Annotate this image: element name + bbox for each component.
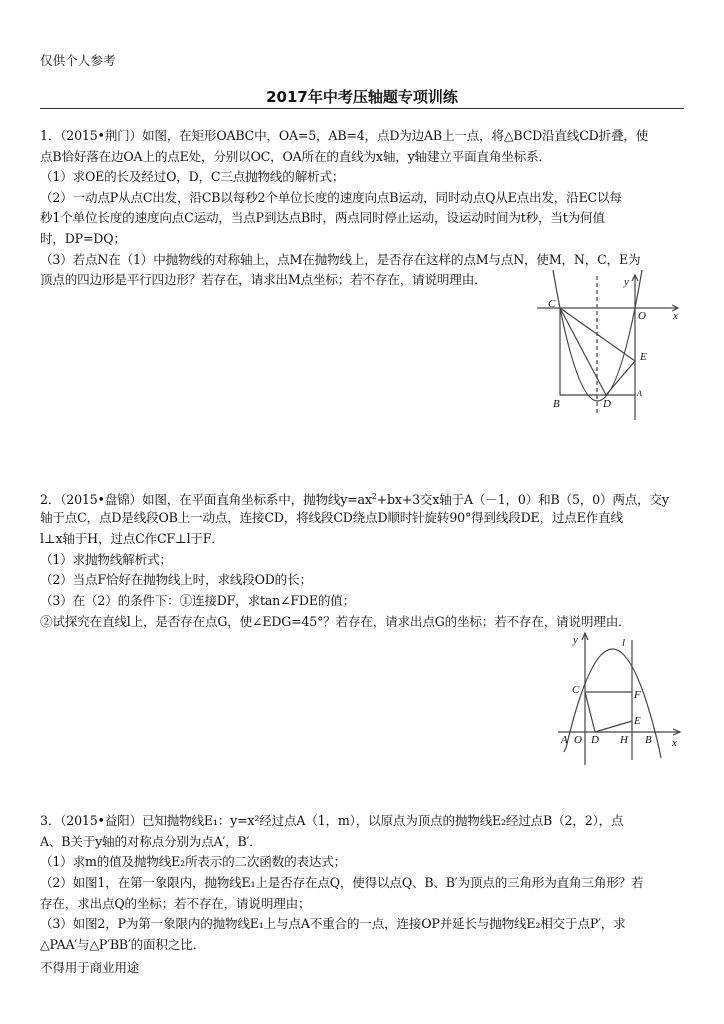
q1-line: （3）若点N在（1）中抛物线的对称轴上，点M在抛物线上，是否存在这样的点M与点N，使M，N，C，E为 [40, 252, 641, 267]
label-c: C [548, 298, 556, 310]
q2-line1-sup: 2 [371, 492, 377, 501]
q2-line: l⊥x轴于H，过点C作CF⊥l于F． [40, 531, 224, 546]
label-f: F [634, 689, 641, 701]
label-y: y [624, 276, 629, 288]
q1-line: 1．（2015•荆门）如图，在矩形OABC中，OA=5，AB=4，点D为边AB上一点，将△BCD沿直线CD折叠，使 [40, 128, 649, 143]
q3-line: （2）如图1，在第一象限内，抛物线E₁上是否存在点Q，使得以点Q、B、B′为顶点的三角形为直角三角形？若 [40, 875, 644, 890]
label-o: O [638, 310, 646, 322]
label-o: O [574, 734, 582, 746]
header-note: 仅供个人参考 [40, 53, 116, 68]
label-a: A [561, 734, 568, 746]
label-d: D [591, 734, 599, 746]
label-d: D [603, 398, 611, 410]
label-x: x [673, 310, 678, 322]
label-b: B [645, 734, 652, 746]
parabola-left-tail [564, 748, 566, 752]
q3-line: 存在，求出点Q的坐标；若不存在，请说明理由； [40, 896, 311, 911]
q3-line: A、B关于y轴的对称点分别为点A′，B′． [40, 834, 262, 849]
segment-cd [585, 692, 595, 732]
label-b: B [553, 398, 560, 410]
label-l: l [622, 637, 626, 649]
q1-line: （2）一动点P从点C出发，沿CB以每秒2个单位长度的速度向点B运动，同时动点Q从E点出发，沿EC以每 [40, 190, 622, 205]
label-e: E [640, 351, 647, 363]
label-h: H [620, 734, 628, 746]
q3-line: （3）如图2，P为第一象限内的抛物线E₁上与点A不重合的一点，连接OP并延长与抛物线E₂相交于点P′，求 [40, 916, 626, 931]
label-y: y [573, 634, 578, 646]
q1-line: 时，DP=DQ； [40, 231, 126, 246]
label-a: A [637, 389, 642, 398]
q3-line: 3．（2015•益阳）已知抛物线E₁：y=x²经过点A（1，m），以原点为顶点的抛物线E₂经过点B（2，2），点 [40, 813, 624, 828]
q2-line: （2）当点F恰好在抛物线上时，求线段OD的长； [40, 572, 312, 587]
q3-line: △PAA′与△P′BB′的面积之比． [40, 937, 205, 952]
label-c: C [572, 684, 580, 696]
q1-line: 顶点的四边形是平行四边形？若存在，请求出M点坐标；若不存在，请说明理由． [40, 272, 487, 287]
page-title: 2017年中考压轴题专项训练 [266, 88, 458, 106]
segment-cd [560, 308, 606, 395]
q2-line: （1）求抛物线解析式； [40, 552, 172, 567]
q2-line: ②试探究在直线l上，是否存在点G，使∠EDG=45°？若存在，请求出点G的坐标；若不存在，请说明理由． [40, 614, 631, 629]
q2-line1-post: +bx+3交x轴于A（－1，0）和B（5，0）两点，交y [376, 492, 669, 508]
label-e: E [634, 715, 641, 727]
label-x: x [672, 737, 677, 749]
q2-line: 轴于点C，点D是线段OB上一动点，连接CD，将线段CD绕点D顺时针旋转90°得到线段DE，过点E作直线 [40, 510, 623, 525]
q1-line: 点B恰好落在边OA上的点E处，分别以OC，OA所在的直线为x轴，y轴建立平面直角坐标系． [40, 149, 551, 164]
footer-note: 不得用于商业用途 [40, 960, 140, 975]
q2-line1-pre: 2．（2015•盘锦）如图，在平面直角坐标系中，抛物线y=ax [40, 492, 372, 508]
q1-line: （1）求OE的长及经过O，D，C三点抛物线的解析式； [40, 169, 345, 184]
q2-line [40, 489, 669, 508]
q1-line: 秒1个单位长度的速度向点C运动，当点P到达点B时，两点同时停止运动，设运动时间为t秒，当t为何值 [40, 210, 605, 225]
segment-de [595, 721, 632, 732]
q3-line: （1）求m的值及抛物线E₂所表示的二次函数的表达式； [40, 854, 347, 869]
q2-line: （3）在（2）的条件下：①连接DF，求tan∠FDE的值； [40, 593, 356, 608]
